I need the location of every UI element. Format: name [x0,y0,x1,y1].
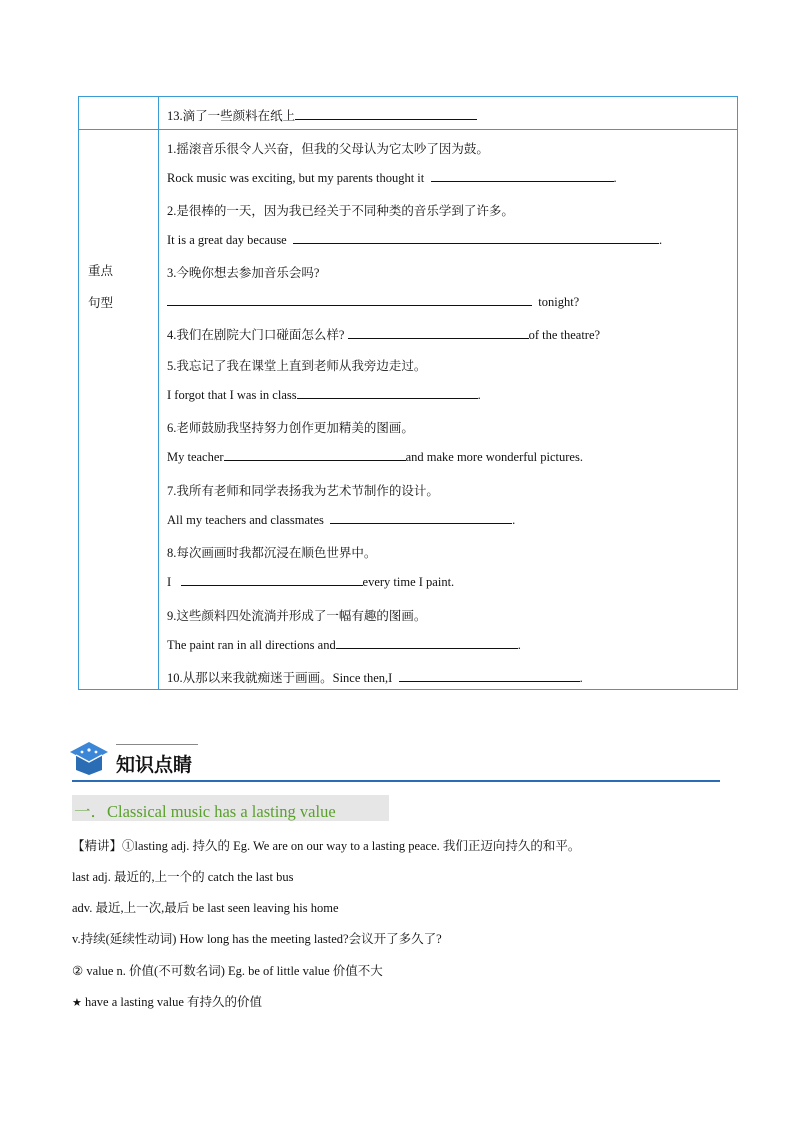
note-lasting: 【精讲】①lasting adj. 持久的 Eg. We are on our way to a lasting peace. 我们正迈向持久的和平。 [72,839,581,853]
sentence-1-en: Rock music was exciting, but my parents thought it . [167,171,617,185]
sentence-2-cn: 2.是很棒的一天，因为我已经关于不同种类的音乐学到了许多。 [167,204,514,218]
answer-blank[interactable] [431,170,614,182]
sentence-5-en-text: I forgot that I was in class [167,388,297,402]
note-last-adj: last adj. 最近的,上一个的 catch the last bus [72,870,294,884]
topic-heading: 一．Classical music has a lasting value [74,802,336,821]
sentence-3-en-text: tonight? [538,295,580,309]
note-value: ② value n. 价值(不可数名词) Eg. be of little value 价值不大 [72,964,383,978]
graduation-cap-icon [68,740,110,780]
sentence-9-cn: 9.这些颜料四处流淌并形成了一幅有趣的图画。 [167,609,427,623]
answer-blank[interactable] [399,670,580,682]
sentence-1-en-text: Rock music was exciting, but my parents thought it [167,171,425,185]
answer-blank[interactable] [330,512,512,524]
sentence-10: 10.从那以来我就痴迷于画画。Since then,I . [167,671,583,685]
section-title: 知识点睛 [116,754,193,776]
key-sentences-label-2: 句型 [88,296,114,310]
note-last-adv: adv. 最近,上一次,最后 be last seen leaving his home [72,901,339,915]
answer-blank[interactable] [224,449,406,461]
sentence-3-en [167,294,579,310]
row13-text: 13.滴了一些颜料在纸上 [167,109,296,123]
answer-blank[interactable] [167,294,532,306]
sentence-4-cn-text: 4.我们在剧院大门口碰面怎么样? [167,328,345,342]
sentence-table [78,96,738,690]
sentence-6-en-tail: and make more wonderful pictures. [405,450,583,464]
sentence-9-en: The paint ran in all directions and . [167,638,521,652]
sentence-7-en: All my teachers and classmates . [167,513,516,527]
section-divider [72,780,720,782]
answer-blank[interactable] [348,327,529,339]
star-icon: ★ [72,996,82,1009]
note-phrase [72,992,262,1010]
note-phrase-text: have a lasting value 有持久的价值 [81,995,263,1009]
sentence-8-en [167,574,454,590]
sentence-7-cn: 7.我所有老师和同学表扬我为艺术节制作的设计。 [167,484,439,498]
sentence-2-en: It is a great day because . [167,233,663,247]
table-row-divider [79,129,737,130]
answer-blank[interactable] [336,637,518,649]
answer-blank[interactable] [295,108,477,120]
sentence-1-cn: 1.摇滚音乐很令人兴奋，但我的父母认为它太吵了因为鼓。 [167,142,489,156]
sentence-9-en-text: The paint ran in all directions and [167,638,336,652]
sentence-3-cn: 3.今晚你想去参加音乐会吗? [167,266,320,280]
sentence-8-en-head: I [167,575,172,589]
table-column-divider [158,97,159,689]
sentence-7-en-text: All my teachers and classmates [167,513,324,527]
sentence-4-en-text: of the theatre? [528,328,601,342]
answer-blank[interactable] [181,574,363,586]
sentence-4 [167,325,600,343]
key-sentences-label-1: 重点 [88,264,114,278]
table-row-13 [167,106,477,124]
sentence-5-en: I forgot that I was in class . [167,388,481,402]
sentence-5-cn: 5.我忘记了我在课堂上直到老师从我旁边走过。 [167,359,427,373]
sentence-6-cn: 6.老师鼓励我坚持努力创作更加精美的图画。 [167,421,414,435]
answer-blank[interactable] [293,232,659,244]
sentence-8-cn: 8.每次画画时我都沉浸在顺色世界中。 [167,546,377,560]
sentence-8-en-tail: every time I paint. [362,575,455,589]
answer-blank[interactable] [297,387,478,399]
sentence-2-en-text: It is a great day because [167,233,287,247]
sentence-10-text: 10.从那以来我就痴迷于画画。Since then,I [167,671,393,685]
sentence-6-en [167,449,583,465]
note-last-verb: v.持续(延续性动词) How long has the meeting lasted?会议开了多久了? [72,932,442,946]
section-title-overline [116,744,198,745]
sentence-6-en-head: My teacher [167,450,224,464]
